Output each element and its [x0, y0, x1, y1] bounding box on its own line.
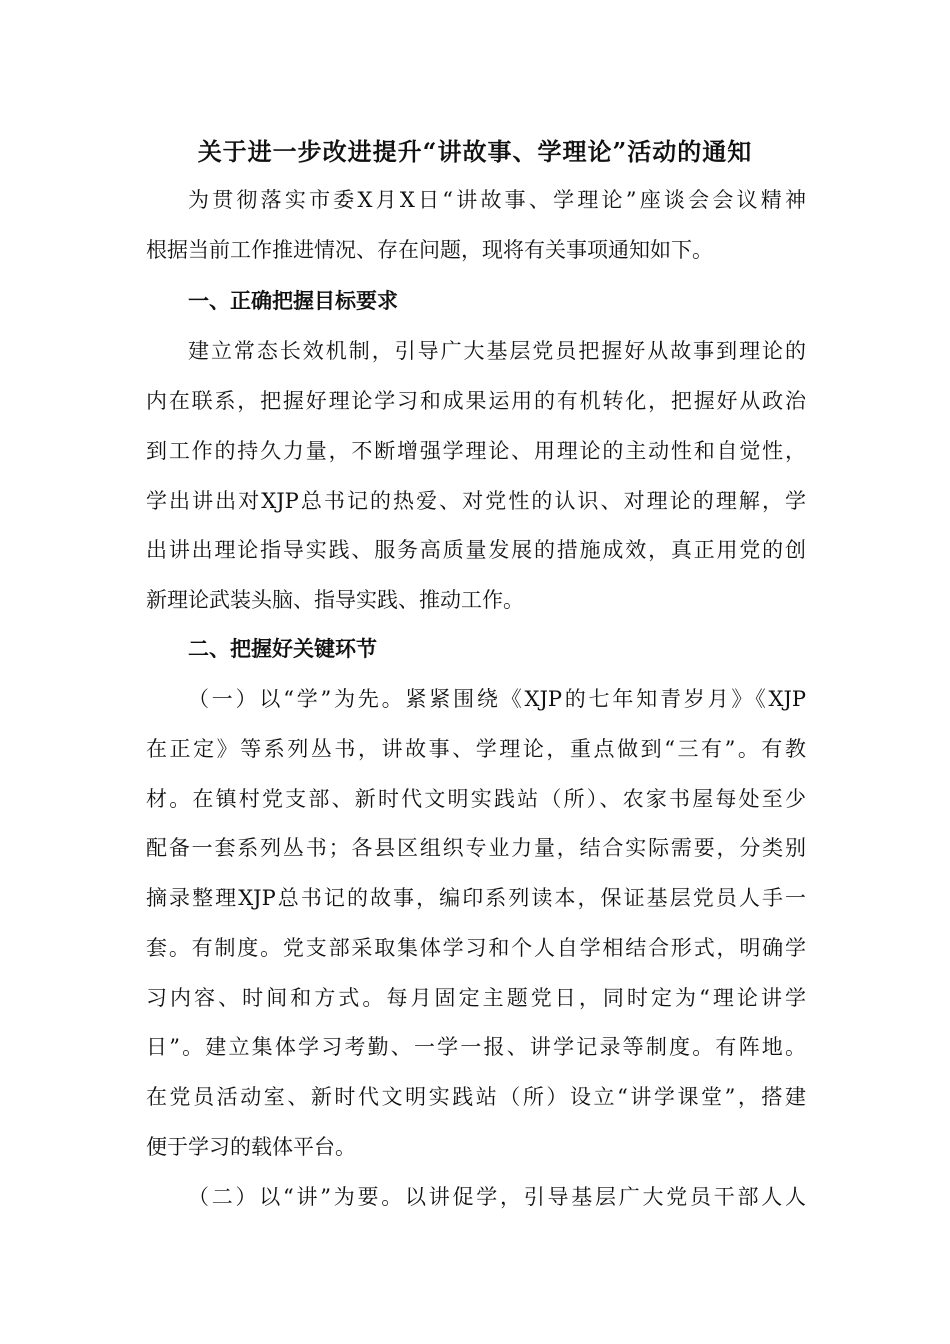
body-line: 配备一套系列丛书；各县区组织专业力量，结合实际需要，分类别	[146, 836, 806, 860]
intro-line: 为贯彻落实市委X月X日“讲故事、学理论”座谈会会议精神	[188, 188, 806, 212]
body-line: 建立常态长效机制，引导广大基层党员把握好从故事到理论的	[188, 339, 806, 363]
body-line: 新理论武装头脑、指导实践、推动工作。	[146, 588, 524, 612]
body-line: 在正定》等系列丛书，讲故事、学理论，重点做到“三有”。有教	[146, 737, 806, 761]
body-line: 在党员活动室、新时代文明实践站（所）设立“讲学课堂”，搭建	[146, 1085, 806, 1109]
body-line: 摘录整理XJP总书记的故事，编印系列读本，保证基层党员人手一	[146, 886, 806, 910]
body-line: 日”。建立集体学习考勤、一学一报、讲学记录等制度。有阵地。	[146, 1035, 806, 1059]
document-title: 关于进一步改进提升“讲故事、学理论”活动的通知	[197, 137, 753, 166]
body-line: 学出讲出对XJP总书记的热爱、对党性的认识、对理论的理解，学	[146, 489, 806, 513]
body-line: 内在联系，把握好理论学习和成果运用的有机转化，把握好从政治	[146, 389, 806, 413]
body-line: 习内容、时间和方式。每月固定主题党日，同时定为“理论讲学	[146, 986, 806, 1010]
section-heading: 二、把握好关键环节	[188, 636, 377, 661]
body-line: 材。在镇村党支部、新时代文明实践站（所）、农家书屋每处至少	[146, 787, 806, 811]
body-line: 便于学习的载体平台。	[146, 1135, 356, 1159]
body-line: 到工作的持久力量，不断增强学理论、用理论的主动性和自觉性，	[146, 439, 806, 463]
intro-line: 根据当前工作推进情况、存在问题，现将有关事项通知如下。	[146, 238, 713, 262]
body-line: （二）以“讲”为要。以讲促学，引导基层广大党员干部人人	[188, 1185, 806, 1209]
body-line: 出讲出理论指导实践、服务高质量发展的措施成效，真正用党的创	[146, 538, 806, 562]
body-line: （一）以“学”为先。紧紧围绕《XJP的七年知青岁月》《XJP	[188, 687, 806, 711]
section-heading: 一、正确把握目标要求	[188, 288, 398, 313]
body-line: 套。有制度。党支部采取集体学习和个人自学相结合形式，明确学	[146, 936, 806, 960]
